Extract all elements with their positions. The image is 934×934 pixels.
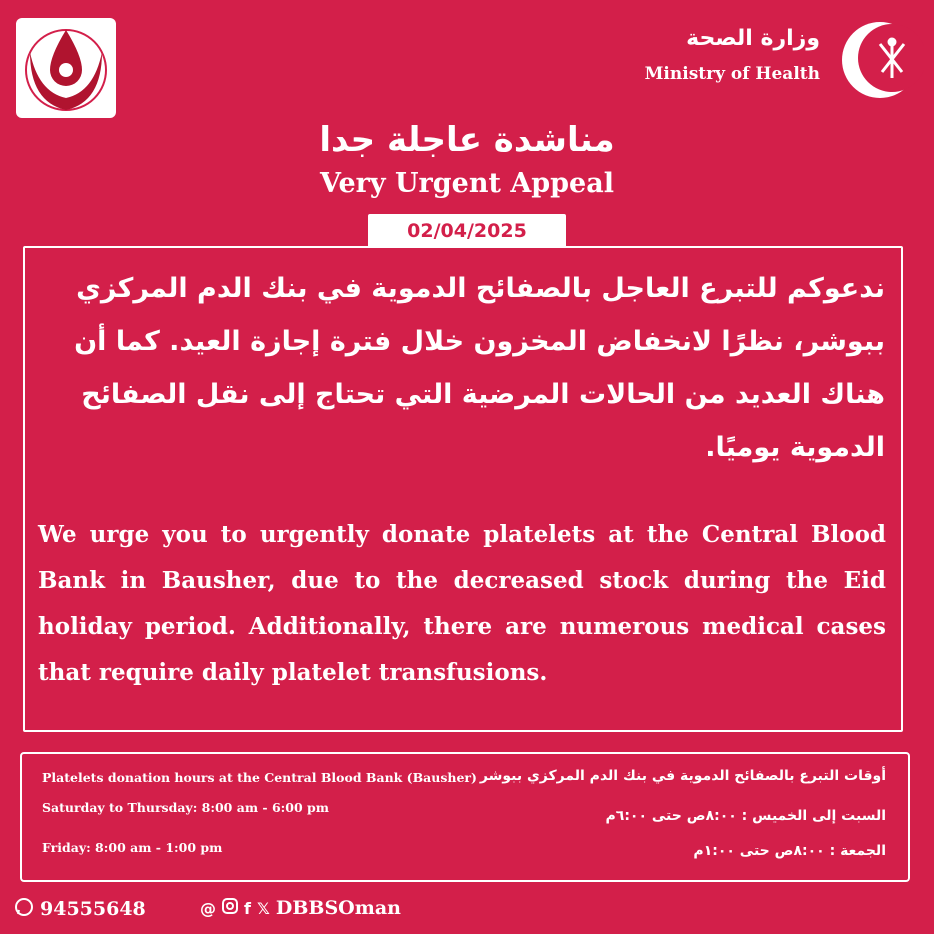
- hours-friday-arabic: الجمعة : ٨:٠٠ص حتى ١:٠٠م: [693, 843, 886, 859]
- message-english: We urge you to urgently donate platelets at the Central Blood Bank in Bausher, due to the decreased stock during the Eid holiday period. Additionally, there are numerous medical cases that require daily platelet transfusions.: [38, 521, 886, 686]
- facebook-icon: f: [244, 898, 251, 918]
- date-badge: 02/04/2025: [368, 214, 566, 248]
- hours-weekdays-arabic: السبت إلى الخميس : ٨:٠٠ص حتى ٦:٠٠م: [605, 808, 886, 824]
- hours-friday-english: Friday: 8:00 am - 1:00 pm: [42, 840, 223, 855]
- title-english: Very Urgent Appeal: [320, 168, 614, 199]
- hours-title-arabic: أوقات التبرع بالصفائح الدموية في بنك الدم المركزي ببوشر: [479, 768, 886, 784]
- ministry-of-health-logo: [644, 20, 924, 100]
- hours-title-english: Platelets donation hours at the Central Blood Bank (Bausher): [42, 770, 477, 785]
- instagram-icon: [222, 898, 238, 918]
- crescent-emblem-icon: [832, 20, 924, 100]
- footer-phone[interactable]: [14, 897, 146, 921]
- hours-weekdays-english: Saturday to Thursday: 8:00 am - 6:00 pm: [42, 800, 329, 815]
- threads-icon: @: [200, 898, 216, 918]
- whatsapp-icon: [14, 897, 34, 921]
- title-arabic: مناشدة عاجلة جدا: [319, 120, 615, 160]
- blood-bank-logo: [10, 12, 122, 124]
- message-arabic: ندعوكم للتبرع العاجل بالصفائح الدموية في بنك الدم المركزي ببوشر، نظرًا لانخفاض المخزون خلال فترة إجازة العيد. كما أن هناك العديد من الحالات المرضية التي تحتاج إلى نقل الصفائح الدموية يوميًا.: [74, 273, 885, 463]
- moh-english-name: Ministry of Health: [644, 64, 820, 84]
- footer-social[interactable]: [200, 897, 401, 919]
- social-handle: DBBSOman: [275, 897, 401, 919]
- moh-arabic-name: وزارة الصحة: [686, 26, 820, 51]
- x-icon: 𝕏: [256, 898, 270, 918]
- phone-number: 94555648: [40, 898, 146, 920]
